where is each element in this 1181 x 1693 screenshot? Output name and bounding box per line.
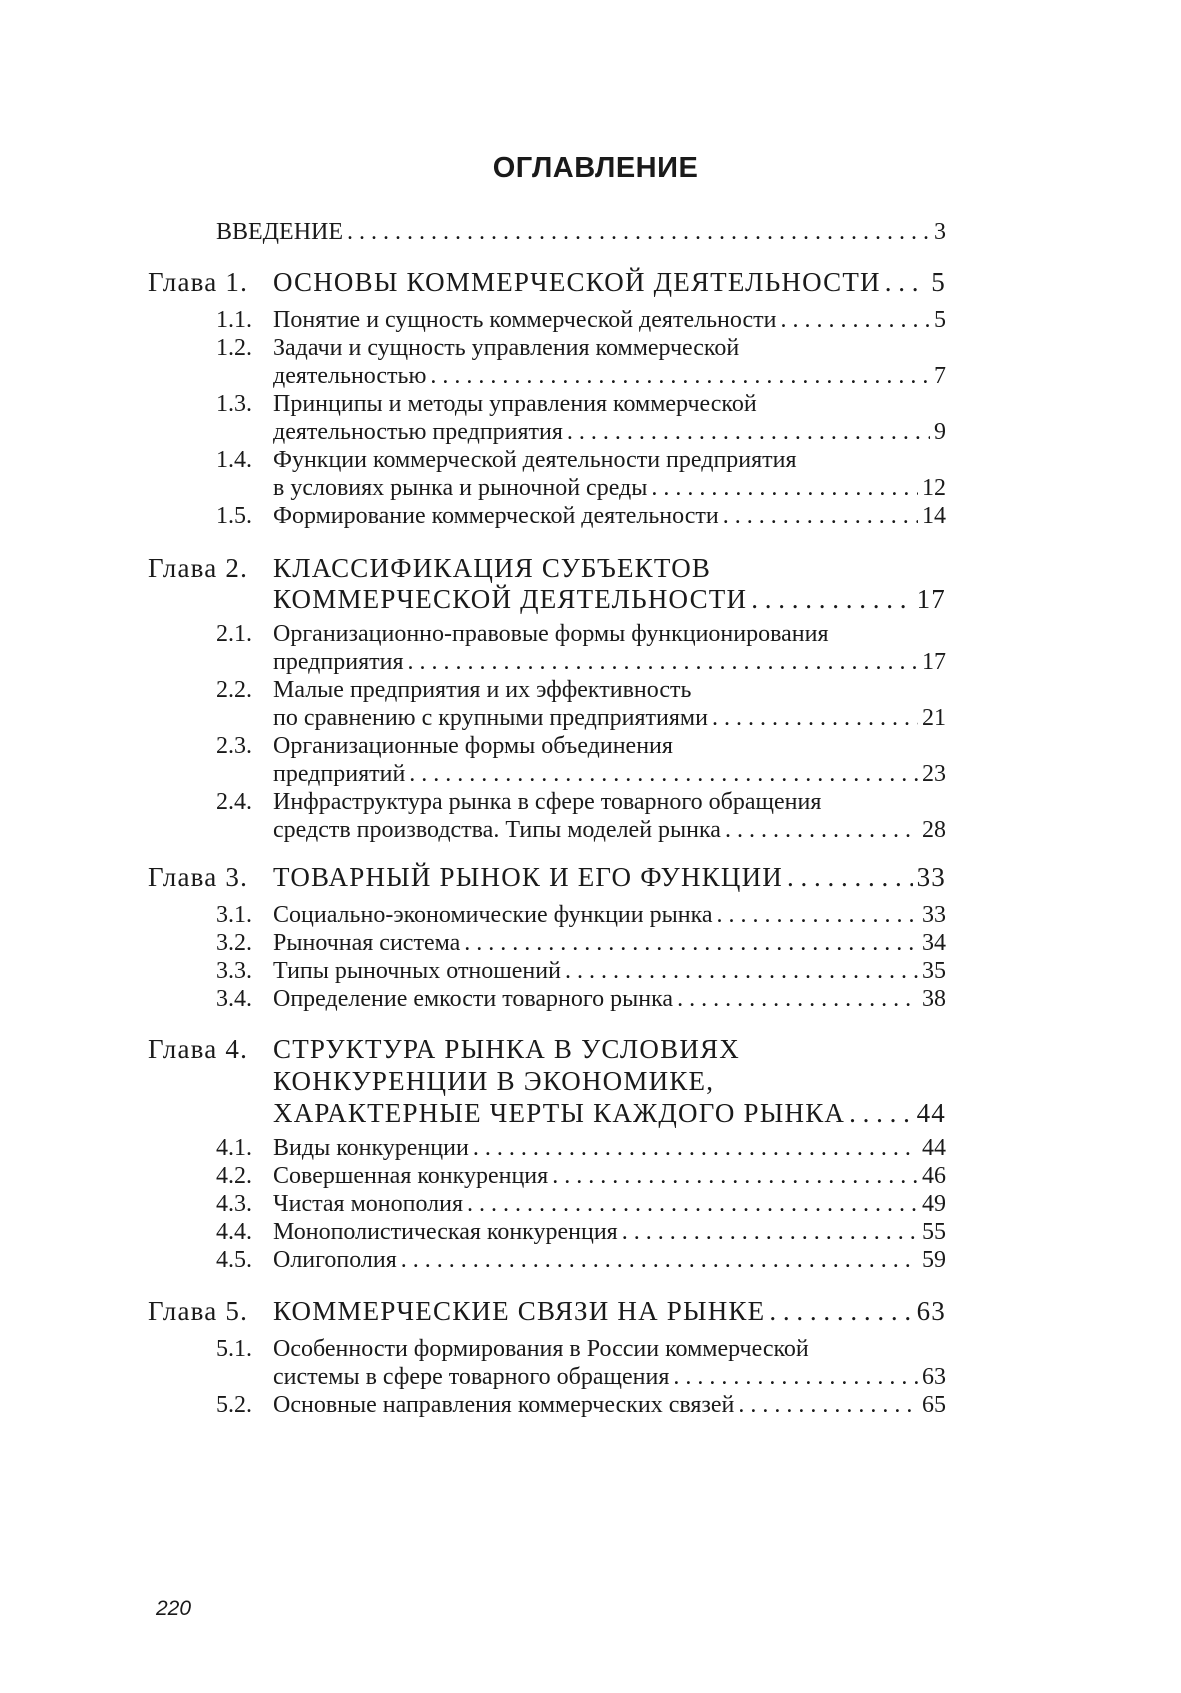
section-number: 1.2. bbox=[216, 335, 252, 361]
section-number: 4.1. bbox=[216, 1135, 252, 1161]
section-title bbox=[273, 647, 946, 677]
section-line bbox=[0, 928, 1181, 958]
chapter-label: Глава 4. bbox=[148, 1034, 249, 1064]
section-title-text: предприятий bbox=[273, 761, 406, 787]
chapter-title-text: КОММЕРЧЕСКИЕ СВЯЗИ НА РЫНКЕ bbox=[273, 1296, 766, 1326]
section-line bbox=[0, 1217, 1181, 1247]
page-ref: 55 bbox=[922, 1219, 946, 1245]
section-title-text: Понятие и сущность коммерческой деятельности bbox=[273, 307, 777, 333]
section-line bbox=[0, 305, 1181, 335]
chapter-title bbox=[273, 267, 946, 297]
page-ref: 35 bbox=[922, 958, 946, 984]
section-line bbox=[0, 501, 1181, 531]
section-title-text: Социально-экономические функции рынка bbox=[273, 902, 713, 928]
page-ref: 17 bbox=[916, 584, 946, 614]
section-title-text: в условиях рынка и рыночной среды bbox=[273, 475, 648, 501]
section-title-text: Малые предприятия и их эффективность bbox=[273, 677, 692, 703]
chapter-line bbox=[0, 267, 1181, 297]
section-line bbox=[0, 389, 1181, 419]
dot-leader bbox=[622, 1217, 918, 1247]
section-title bbox=[273, 1245, 946, 1275]
section-line bbox=[0, 984, 1181, 1014]
section-line bbox=[0, 703, 1181, 733]
dot-leader bbox=[677, 984, 918, 1014]
dot-leader bbox=[885, 267, 928, 297]
dot-leader bbox=[552, 1161, 918, 1191]
chapter-title bbox=[273, 553, 946, 583]
section-title bbox=[273, 956, 946, 986]
chapter-line bbox=[0, 1034, 1181, 1064]
dot-leader bbox=[467, 1189, 918, 1219]
section-title-text: Определение емкости товарного рынка bbox=[273, 986, 674, 1012]
chapter-label: Глава 3. bbox=[148, 862, 249, 892]
section-number: 3.4. bbox=[216, 986, 252, 1012]
dot-leader bbox=[849, 1098, 912, 1128]
section-number: 3.1. bbox=[216, 902, 252, 928]
section-number: 4.4. bbox=[216, 1219, 252, 1245]
section-line bbox=[0, 815, 1181, 845]
section-title bbox=[273, 619, 946, 649]
dot-leader bbox=[473, 1133, 918, 1163]
section-title-text: Олигополия bbox=[273, 1247, 397, 1273]
section-title-text: системы в сфере товарного обращения bbox=[273, 1364, 670, 1390]
page-ref: 33 bbox=[922, 902, 946, 928]
section-line bbox=[0, 619, 1181, 649]
section-title bbox=[273, 445, 946, 475]
section-line bbox=[0, 1362, 1181, 1392]
section-line bbox=[0, 647, 1181, 677]
dot-leader bbox=[717, 900, 918, 930]
section-title-text: Виды конкуренции bbox=[273, 1135, 469, 1161]
section-line bbox=[0, 731, 1181, 761]
chapter-line bbox=[0, 553, 1181, 583]
section-line bbox=[0, 217, 1181, 247]
section-number: 4.3. bbox=[216, 1191, 252, 1217]
section-line bbox=[0, 900, 1181, 930]
page-ref: 38 bbox=[922, 986, 946, 1012]
section-line bbox=[0, 675, 1181, 705]
chapter-title bbox=[273, 1098, 946, 1128]
section-number: 2.1. bbox=[216, 621, 252, 647]
section-number: 2.4. bbox=[216, 789, 252, 815]
section-title-text: Особенности формирования в России коммерческой bbox=[273, 1336, 809, 1362]
section-title bbox=[273, 389, 946, 419]
section-title bbox=[273, 787, 946, 817]
section-line bbox=[0, 956, 1181, 986]
page-ref: 23 bbox=[922, 761, 946, 787]
chapter-line bbox=[0, 1098, 1181, 1128]
section-line bbox=[0, 1390, 1181, 1420]
section-line bbox=[0, 1161, 1181, 1191]
section-number: 1.3. bbox=[216, 391, 252, 417]
section-title bbox=[273, 1189, 946, 1219]
chapter-line bbox=[0, 1296, 1181, 1326]
page-ref: 63 bbox=[922, 1364, 946, 1390]
section-title-text: деятельностью предприятия bbox=[273, 419, 563, 445]
chapter-title-text: ОСНОВЫ КОММЕРЧЕСКОЙ ДЕЯТЕЛЬНОСТИ bbox=[273, 267, 881, 297]
section-title bbox=[273, 1334, 946, 1364]
dot-leader bbox=[673, 1362, 918, 1392]
section-title-text: Монополистическая конкуренция bbox=[273, 1219, 618, 1245]
section-title bbox=[273, 473, 946, 503]
section-title-text: Типы рыночных отношений bbox=[273, 958, 561, 984]
section-title bbox=[273, 703, 946, 733]
section-title-text: деятельностью bbox=[273, 363, 427, 389]
section-number: 3.3. bbox=[216, 958, 252, 984]
section-title-text: ВВЕДЕНИЕ bbox=[216, 219, 344, 245]
dot-leader bbox=[651, 473, 918, 503]
chapter-line bbox=[0, 862, 1181, 892]
page-ref: 21 bbox=[922, 705, 946, 731]
page-ref: 44 bbox=[922, 1135, 946, 1161]
section-title-text: Принципы и методы управления коммерческой bbox=[273, 391, 757, 417]
section-title bbox=[273, 333, 946, 363]
section-line bbox=[0, 473, 1181, 503]
section-number: 4.5. bbox=[216, 1247, 252, 1273]
page-ref: 12 bbox=[922, 475, 946, 501]
chapter-label: Глава 2. bbox=[148, 553, 249, 583]
section-title-text: Функции коммерческой деятельности предприятия bbox=[273, 447, 797, 473]
section-line bbox=[0, 445, 1181, 475]
page-ref: 34 bbox=[922, 930, 946, 956]
section-line bbox=[0, 1189, 1181, 1219]
section-title bbox=[273, 731, 946, 761]
page-ref: 59 bbox=[922, 1247, 946, 1273]
section-title bbox=[273, 361, 946, 391]
chapter-label: Глава 5. bbox=[148, 1296, 249, 1326]
section-title bbox=[273, 501, 946, 531]
section-line bbox=[0, 417, 1181, 447]
section-title bbox=[273, 1390, 946, 1420]
page-ref: 33 bbox=[916, 862, 946, 892]
section-title-text: Чистая монополия bbox=[273, 1191, 463, 1217]
dot-leader bbox=[787, 862, 913, 892]
section-title bbox=[216, 217, 946, 247]
page-ref: 63 bbox=[916, 1296, 946, 1326]
section-title-text: Инфраструктура рынка в сфере товарного обращения bbox=[273, 789, 822, 815]
page-ref: 5 bbox=[931, 267, 946, 297]
dot-leader bbox=[464, 928, 918, 958]
section-line bbox=[0, 787, 1181, 817]
dot-leader bbox=[725, 815, 918, 845]
page-title: ОГЛАВЛЕНИЕ bbox=[492, 152, 699, 184]
section-title bbox=[273, 815, 946, 845]
section-number: 2.3. bbox=[216, 733, 252, 759]
section-title bbox=[273, 1217, 946, 1247]
dot-leader bbox=[751, 584, 912, 614]
chapter-line bbox=[0, 584, 1181, 614]
section-title bbox=[273, 900, 946, 930]
section-title-text: средств производства. Типы моделей рынка bbox=[273, 817, 721, 843]
chapter-title-text: КОНКУРЕНЦИИ В ЭКОНОМИКЕ, bbox=[273, 1066, 715, 1096]
chapter-title bbox=[273, 1066, 946, 1096]
section-number: 4.2. bbox=[216, 1163, 252, 1189]
chapter-title-text: СТРУКТУРА РЫНКА В УСЛОВИЯХ bbox=[273, 1034, 740, 1064]
chapter-title-text: КЛАССИФИКАЦИЯ СУБЪЕКТОВ bbox=[273, 553, 712, 583]
page-ref: 5 bbox=[934, 307, 946, 333]
section-line bbox=[0, 361, 1181, 391]
section-line bbox=[0, 759, 1181, 789]
chapter-title bbox=[273, 584, 946, 614]
page-ref: 46 bbox=[922, 1163, 946, 1189]
page-ref: 17 bbox=[922, 649, 946, 675]
section-number: 3.2. bbox=[216, 930, 252, 956]
chapter-label: Глава 1. bbox=[148, 267, 249, 297]
page-ref: 49 bbox=[922, 1191, 946, 1217]
section-title-text: Организационно-правовые формы функционирования bbox=[273, 621, 829, 647]
section-title-text: Рыночная система bbox=[273, 930, 461, 956]
section-title bbox=[273, 305, 946, 335]
dot-leader bbox=[408, 647, 919, 677]
section-title bbox=[273, 1161, 946, 1191]
section-title bbox=[273, 675, 946, 705]
dot-leader bbox=[567, 417, 930, 447]
page-ref: 14 bbox=[922, 503, 946, 529]
page-number: 220 bbox=[156, 1597, 192, 1620]
chapter-title-text: ХАРАКТЕРНЫЕ ЧЕРТЫ КАЖДОГО РЫНКА bbox=[273, 1098, 846, 1128]
page-ref: 7 bbox=[934, 363, 946, 389]
page-ref: 9 bbox=[934, 419, 946, 445]
section-title bbox=[273, 984, 946, 1014]
chapter-line bbox=[0, 1066, 1181, 1096]
section-title bbox=[273, 417, 946, 447]
dot-leader bbox=[430, 361, 930, 391]
dot-leader bbox=[769, 1296, 912, 1326]
section-title-text: предприятия bbox=[273, 649, 404, 675]
section-title-text: Организационные формы объединения bbox=[273, 733, 673, 759]
section-line bbox=[0, 1334, 1181, 1364]
section-number: 5.2. bbox=[216, 1392, 252, 1418]
chapter-title bbox=[273, 1296, 946, 1326]
dot-leader bbox=[738, 1390, 918, 1420]
page-ref: 28 bbox=[922, 817, 946, 843]
page-ref: 44 bbox=[916, 1098, 946, 1128]
dot-leader bbox=[347, 217, 930, 247]
chapter-title bbox=[273, 1034, 946, 1064]
section-title bbox=[273, 928, 946, 958]
section-line bbox=[0, 333, 1181, 363]
dot-leader bbox=[712, 703, 918, 733]
section-title bbox=[273, 1362, 946, 1392]
dot-leader bbox=[565, 956, 918, 986]
dot-leader bbox=[723, 501, 918, 531]
section-title-text: по сравнению с крупными предприятиями bbox=[273, 705, 708, 731]
section-title bbox=[273, 1133, 946, 1163]
section-title-text: Задачи и сущность управления коммерческой bbox=[273, 335, 740, 361]
section-number: 1.1. bbox=[216, 307, 252, 333]
section-number: 1.4. bbox=[216, 447, 252, 473]
section-number: 2.2. bbox=[216, 677, 252, 703]
section-title-text: Формирование коммерческой деятельности bbox=[273, 503, 719, 529]
section-line bbox=[0, 1245, 1181, 1275]
dot-leader bbox=[780, 305, 930, 335]
page-ref: 3 bbox=[934, 219, 946, 245]
chapter-title-text: ТОВАРНЫЙ РЫНОК И ЕГО ФУНКЦИИ bbox=[273, 862, 783, 892]
section-title-text: Совершенная конкуренция bbox=[273, 1163, 549, 1189]
chapter-title-text: КОММЕРЧЕСКОЙ ДЕЯТЕЛЬНОСТИ bbox=[273, 584, 748, 614]
dot-leader bbox=[409, 759, 918, 789]
page-ref: 65 bbox=[922, 1392, 946, 1418]
section-line bbox=[0, 1133, 1181, 1163]
section-number: 1.5. bbox=[216, 503, 252, 529]
section-number: 5.1. bbox=[216, 1336, 252, 1362]
section-title bbox=[273, 759, 946, 789]
section-title-text: Основные направления коммерческих связей bbox=[273, 1392, 735, 1418]
chapter-title bbox=[273, 862, 946, 892]
dot-leader bbox=[401, 1245, 918, 1275]
